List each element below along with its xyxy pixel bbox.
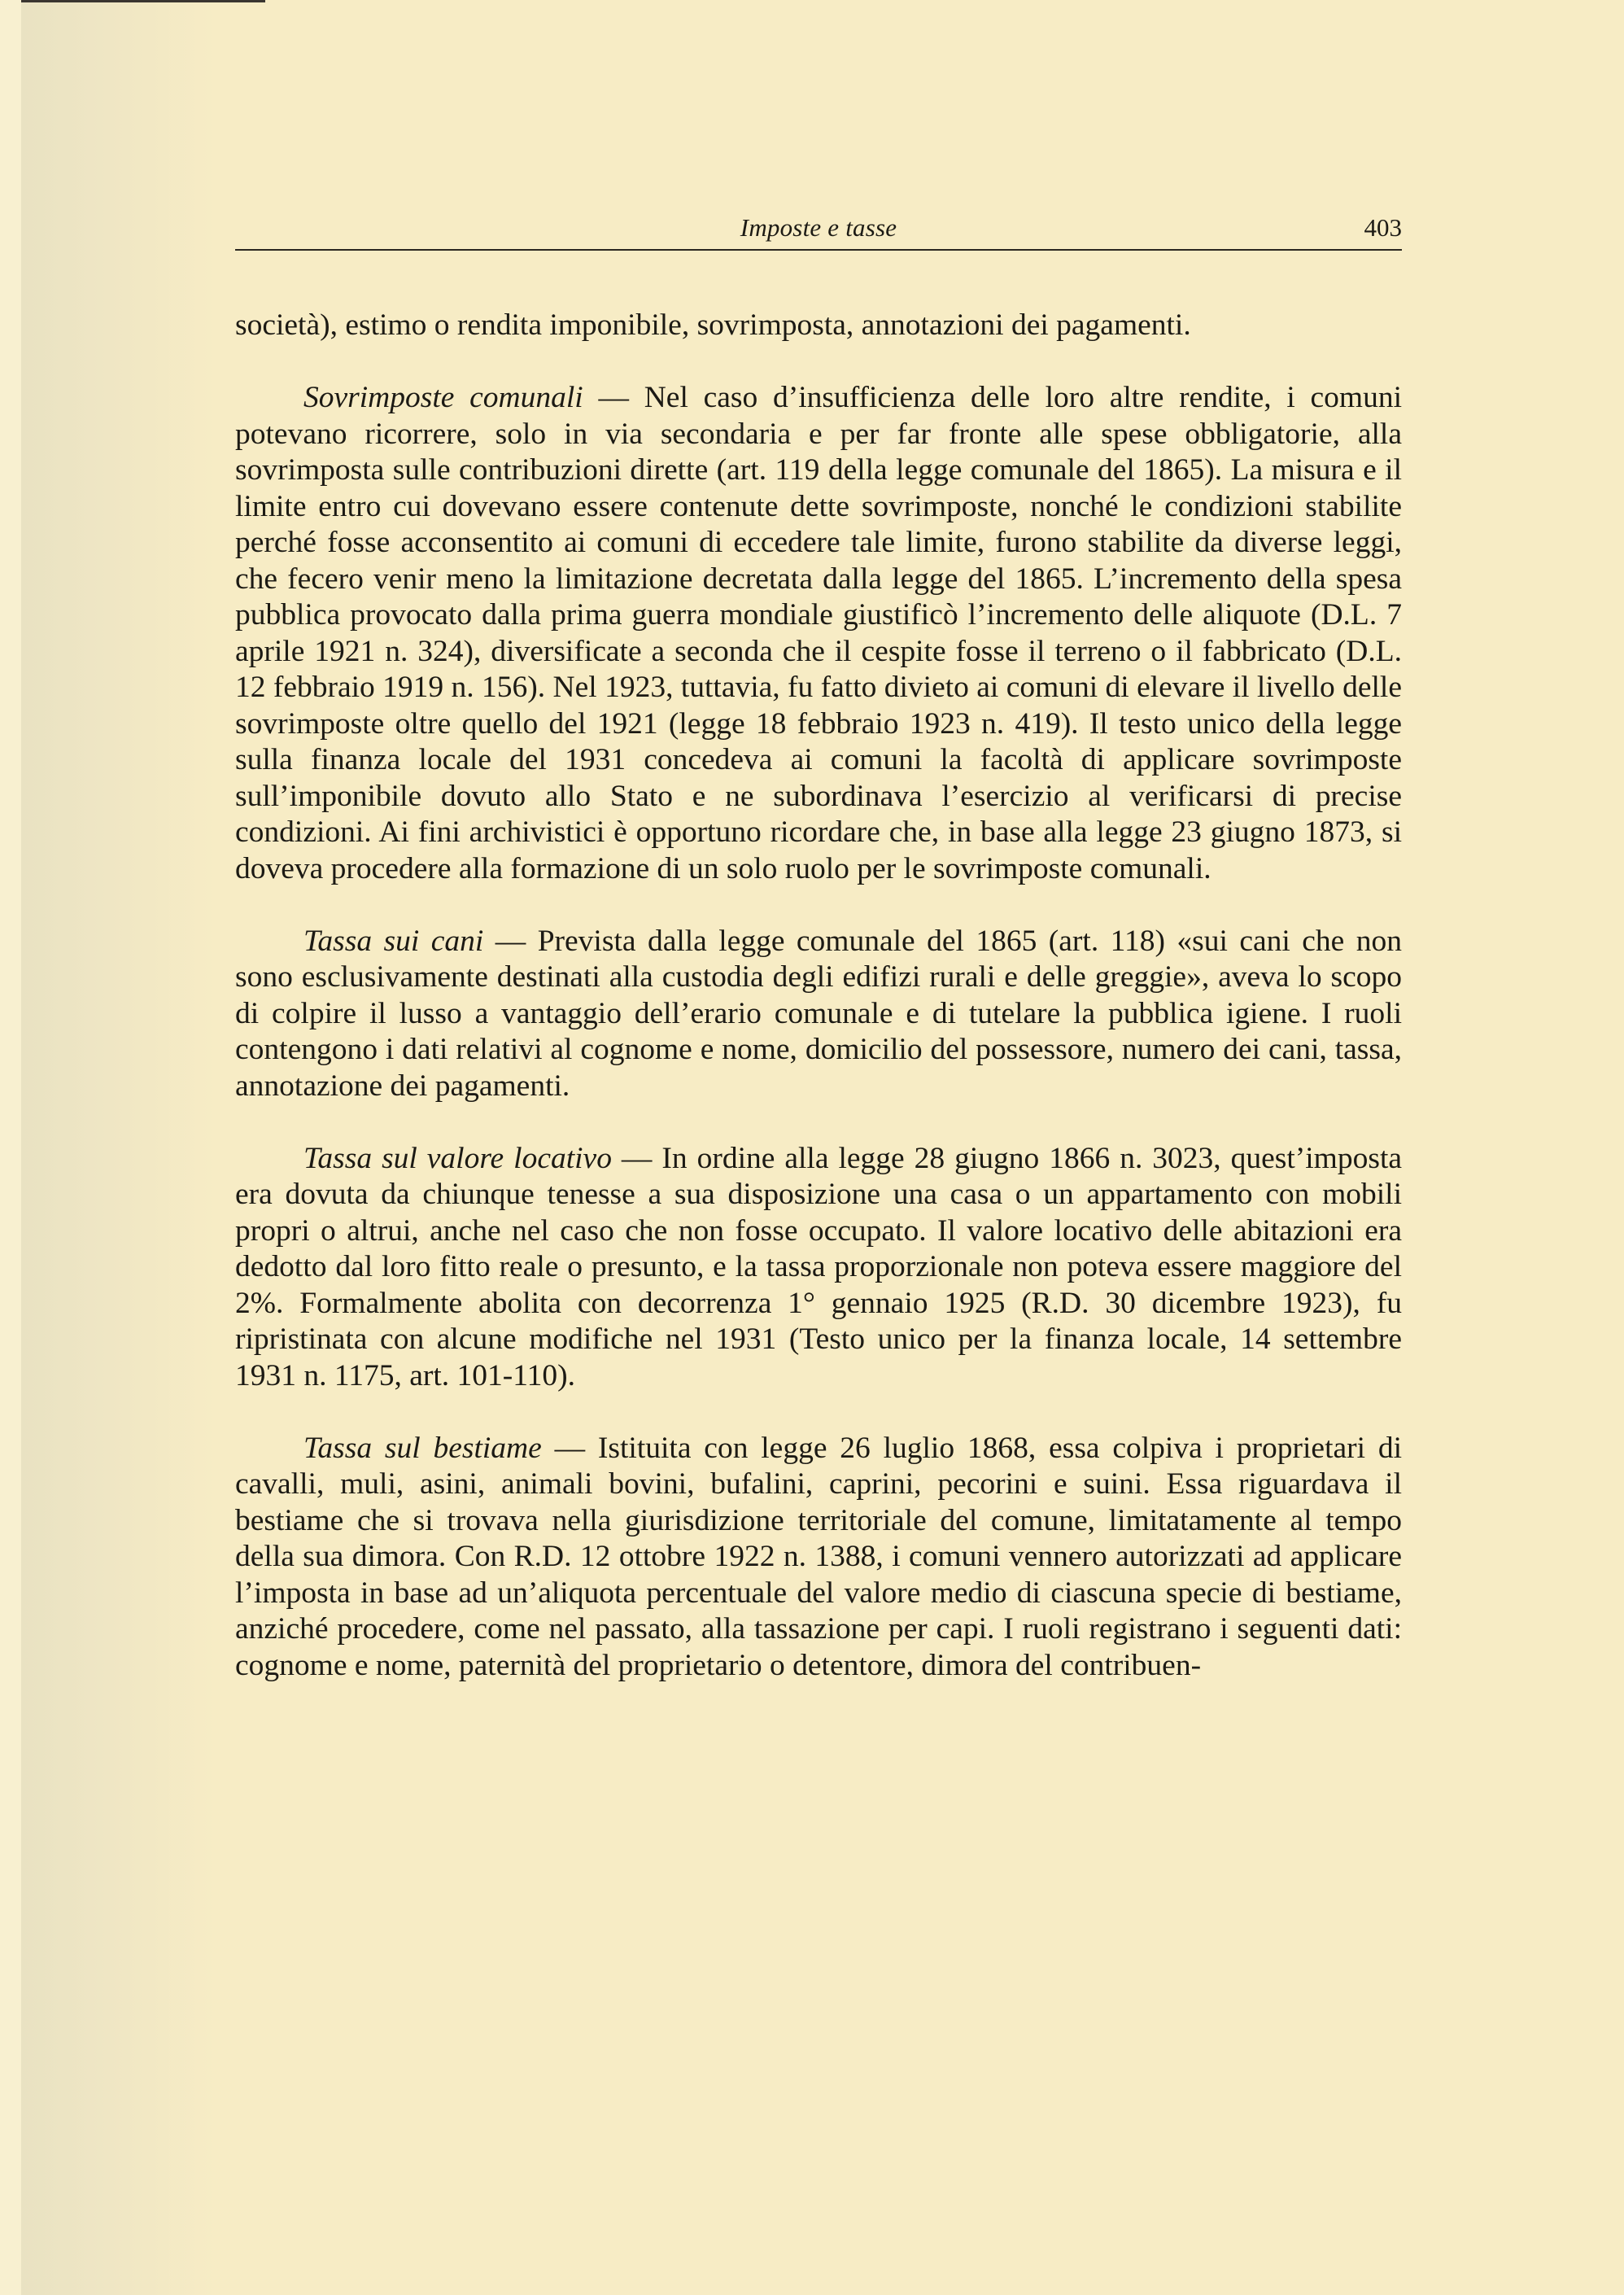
em-dash: —	[541, 1431, 598, 1465]
page-binding-shadow	[21, 0, 216, 2295]
paragraph-tassa-valore-locativo	[235, 1141, 1402, 1395]
running-title: Imposte e tasse	[740, 213, 897, 242]
paragraph-sovrimposte-comunali	[235, 380, 1402, 887]
paragraph-text: Istituita con legge 26 luglio 1868, essa colpiva i proprietari di cavalli, muli, asini, animali bovini, bufalini, caprini, pecorini e suini. Essa riguardava il bestiame che si trovava nella giurisdizione territoriale del comune, limitatamente al tempo della sua dimora. Con R.D. 12 ottobre 1922 n. 1388, i comuni vennero autorizzati ad applicare l’imposta in base ad un’aliquota percentuale del valore medio di ciascuna specie di bestiame, anziché procedere, come nel passato, alla tassazione per capi. I ruoli registrano i seguenti dati: cognome e nome, paternità del proprietario o detentore, dimora del contribuen-	[235, 1431, 1403, 1682]
paragraph-continuation	[235, 308, 1402, 344]
paragraph-heading: Tassa sul bestiame	[303, 1431, 542, 1465]
paragraph-text: In ordine alla legge 28 giugno 1866 n. 3023, quest’imposta era dovuta da chiunque tenesse a sua disposizione una casa o un appartamento con mobili propri o altrui, anche nel caso che non fosse occupato. Il valore locativo delle abitazioni era dedotto dal loro fitto reale o presunto, e la tassa proporzionale non poteva essere maggiore del 2%. Formalmente abolita con decorrenza 1° gennaio 1925 (R.D. 30 dicembre 1923), fu ripristinata con alcune modifiche nel 1931 (Testo unico per la finanza locale, 14 settembre 1931 n. 1175, art. 101-110).	[235, 1141, 1403, 1392]
paragraph-text: Prevista dalla legge comunale del 1865 (art. 118) «sui cani che non sono esclusivamente destinati alla custodia degli edifizi rurali e delle greggie», aveva lo scopo di colpire il lusso a vantaggio dell’erario comunale e di tutelare la pubblica igiene. I ruoli contengono i dati relativi al cognome e nome, domicilio del possessore, numero dei cani, tassa, annotazione dei pagamenti.	[235, 924, 1402, 1103]
scan-edge	[21, 0, 265, 2]
em-dash: —	[583, 381, 644, 414]
paragraph-text: Nel caso d’insufficienza delle loro altre rendite, i comuni potevano ricorrere, solo in via secondaria e per far fronte alle spese obbligatorie, alla sovrimposta sulle contribuzioni dirette (art. 119 della legge comunale del 1865). La misura e il limite entro cui dovevano essere contenute dette sovrimposte, nonché le condizioni stabilite perché fosse acconsentito ai comuni di eccedere tale limite, furono stabilite da diverse leggi, che fecero venir meno la limitazione decretata dalla legge del 1865. L’incremento della spesa pubblica provocato dalla prima guerra mondiale giustificò l’incremento delle aliquote (D.L. 7 aprile 1921 n. 324), diversificate a seconda che il cespite fosse il terreno o il fabbricato (D.L. 12 febbraio 1919 n. 156). Nel 1923, tuttavia, fu fatto divieto ai comuni di elevare il livello delle sovrimposte oltre quello del 1921 (legge 18 febbraio 1923 n. 419). Il testo unico della legge sulla finanza locale del 1931 concedeva ai comuni la facoltà di applicare sovrimposte sull’imponibile dovuto allo Stato e ne subordinava l’esercizio al verificarsi di precise condizioni. Ai fini archivistici è opportuno ricordare che, in base alla legge 23 giugno 1873, si doveva procedere alla formazione di un solo ruolo per le sovrimposte comunali.	[235, 381, 1402, 885]
page-gutter-edge	[0, 0, 21, 2295]
running-header	[235, 210, 1402, 251]
paragraph-text: società), estimo o rendita imponibile, sovrimposta, annotazioni dei pagamenti.	[235, 308, 1191, 342]
em-dash: —	[611, 1141, 662, 1175]
paragraph-tassa-bestiame	[235, 1431, 1402, 1685]
paragraph-heading: Tassa sul valore locativo	[303, 1141, 612, 1175]
paragraph-tassa-sui-cani	[235, 924, 1402, 1105]
paragraph-heading: Tassa sui cani	[303, 924, 484, 958]
body-text	[235, 308, 1402, 1720]
paragraph-heading: Sovrimposte comunali	[303, 381, 583, 414]
header-rule	[235, 249, 1402, 251]
page-number: 403	[1364, 213, 1402, 242]
em-dash: —	[483, 924, 538, 958]
